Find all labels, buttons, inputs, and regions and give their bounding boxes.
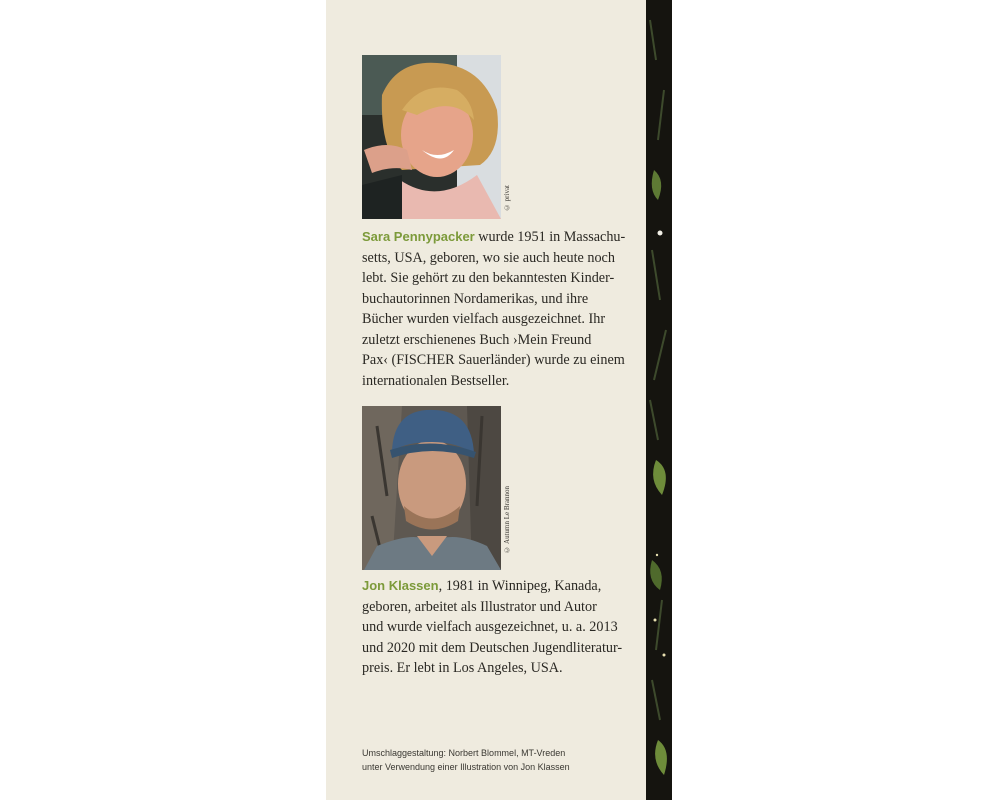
- author-photo-sara-pennypacker: [362, 55, 501, 219]
- author-bio-jon: Jon Klassen, 1981 in Winnipeg, Kanada, geboren, arbeitet als Illustrator und Autor und wurde vielfach ausgezeichnet, u. a. 2013 und 2020 mit dem Deutschen Jugendliteratur- preis. Er lebt in Los Angeles, USA.: [362, 578, 623, 676]
- cover-design-credit: Umschlaggestaltung: Norbert Blommel, MT-Vreden unter Verwendung einer Illustration von Jon Klassen: [362, 748, 570, 772]
- cover-illustration-edge: [646, 0, 672, 800]
- author-name-jon: Jon Klassen: [362, 578, 439, 593]
- author-bio-sara: Sara Pennypacker wurde 1951 in Massachu- setts, USA, geboren, wo sie auch heute noch lebt. Sie gehört zu den bekanntesten Kinder- buchautorinnen Nordamerikas, und ihre Bücher wurden vielfach ausgezeichnet. Ihr zuletzt erschienenes Buch ›Mein Freund Pax‹ (FISCHER Sauerländer) wurde zu einem internationalen Bestseller.: [362, 229, 626, 389]
- photo-credit-jon: © Autumn Le Brannon: [503, 486, 511, 554]
- photo-credit-sara: © privat: [503, 185, 511, 212]
- author-photo-jon-klassen: [362, 406, 501, 570]
- author-name-sara: Sara Pennypacker: [362, 229, 475, 244]
- book-flap: [326, 0, 646, 800]
